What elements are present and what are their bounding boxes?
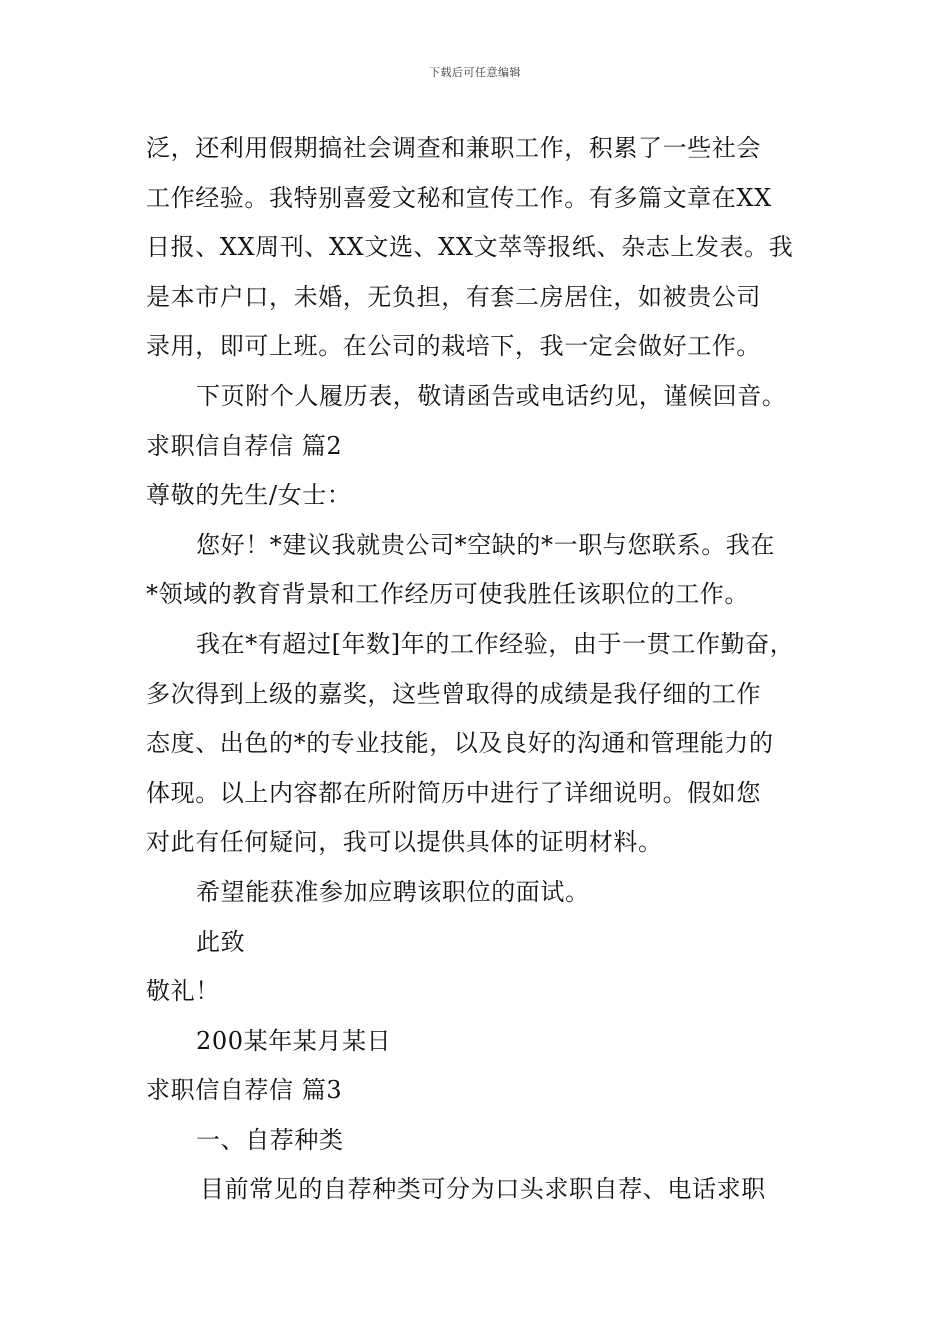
section-heading: 求职信自荐信 篇3 bbox=[146, 1076, 343, 1105]
paragraph-line: 多次得到上级的嘉奖，这些曾取得的成绩是我仔细的工作 bbox=[146, 679, 761, 708]
subsection-heading: 一、自荐种类 bbox=[196, 1125, 344, 1154]
date-line: 200某年某月某日 bbox=[196, 1026, 392, 1055]
paragraph-line: 对此有任何疑问，我可以提供具体的证明材料。 bbox=[146, 828, 663, 857]
paragraph-line: 日报、XX周刊、XX文选、XX文萃等报纸、杂志上发表。我 bbox=[146, 233, 794, 262]
paragraph-line: 您好！*建议我就贵公司*空缺的*一职与您联系。我在 bbox=[196, 530, 775, 559]
paragraph-line: *领域的教育背景和工作经历可使我胜任该职位的工作。 bbox=[146, 580, 749, 609]
paragraph-line: 下页附个人履历表，敬请函告或电话约见，谨候回音。 bbox=[196, 381, 787, 410]
paragraph-line: 工作经验。我特别喜爱文秘和宣传工作。有多篇文章在XX bbox=[146, 183, 772, 212]
paragraph-line: 录用，即可上班。在公司的栽培下，我一定会做好工作。 bbox=[146, 332, 761, 361]
header-note: 下载后可任意编辑 bbox=[429, 66, 521, 79]
section-heading: 求职信自荐信 篇2 bbox=[146, 431, 343, 460]
paragraph-line: 态度、出色的*的专业技能，以及良好的沟通和管理能力的 bbox=[146, 729, 774, 758]
closing-line: 此致 bbox=[196, 927, 246, 956]
paragraph-line: 希望能获准参加应聘该职位的面试。 bbox=[196, 877, 590, 906]
paragraph-line: 我在*有超过[年数]年的工作经验，由于一贯工作勤奋， bbox=[196, 629, 795, 658]
paragraph-line: 泛，还利用假期搞社会调查和兼职工作，积累了一些社会 bbox=[146, 134, 761, 162]
paragraph-line: 目前常见的自荐种类可分为口头求职自荐、电话求职 bbox=[200, 1175, 766, 1204]
paragraph-line: 体现。以上内容都在所附简历中进行了详细说明。假如您 bbox=[146, 778, 761, 807]
salutation: 尊敬的先生/女士： bbox=[146, 481, 352, 510]
closing-line: 敬礼！ bbox=[146, 977, 220, 1006]
paragraph-line: 是本市户口，未婚，无负担，有套二房居住，如被贵公司 bbox=[146, 282, 761, 311]
document-body bbox=[146, 124, 826, 1215]
